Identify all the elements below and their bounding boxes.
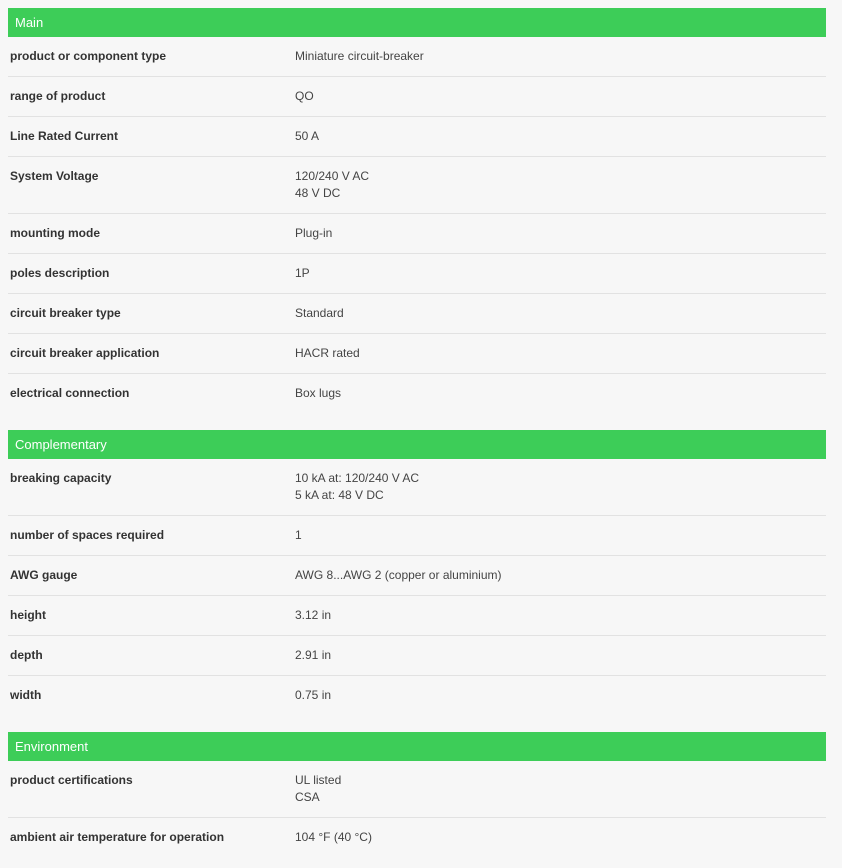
spec-value-line: Standard: [295, 306, 344, 320]
section-environment: [8, 732, 826, 858]
spec-label: poles description: [10, 266, 110, 280]
spec-value-line: 0.75 in: [295, 688, 332, 702]
spec-value-line: Plug-in: [295, 226, 333, 240]
spec-value: [295, 607, 331, 624]
spec-value: [295, 345, 360, 362]
spec-value-line: Box lugs: [295, 386, 342, 400]
spec-row: [8, 334, 826, 374]
spec-value-line: 48 V DC: [295, 186, 341, 200]
spec-value: [295, 265, 310, 282]
spec-label: number of spaces required: [10, 528, 165, 542]
spec-value: [295, 88, 314, 105]
spec-row: [8, 636, 826, 676]
spec-value-line: 1P: [295, 266, 310, 280]
section-header-main: Main: [8, 8, 826, 37]
spec-value: [295, 829, 372, 846]
spec-value-line: QO: [295, 89, 314, 103]
spec-value-line: AWG 8...AWG 2 (copper or aluminium): [295, 568, 502, 582]
spec-value: [295, 48, 424, 65]
spec-label: Line Rated Current: [10, 129, 119, 143]
spec-value-line: HACR rated: [295, 346, 360, 360]
spec-label: circuit breaker type: [10, 306, 121, 320]
section-header-environment: Environment: [8, 732, 826, 761]
spec-value: [295, 168, 369, 202]
spec-value: [295, 647, 331, 664]
spec-value-line: CSA: [295, 790, 320, 804]
spec-label: range of product: [10, 89, 106, 103]
section-header-complementary: Complementary: [8, 430, 826, 459]
spec-label: breaking capacity: [10, 471, 112, 485]
spec-value-line: 120/240 V AC: [295, 169, 370, 183]
spec-value: [295, 305, 344, 322]
spec-value: [295, 687, 331, 704]
spec-value: [295, 567, 502, 584]
spec-value-line: UL listed: [295, 773, 342, 787]
spec-row: [8, 117, 826, 157]
spec-row: [8, 556, 826, 596]
spec-row: [8, 374, 826, 414]
spec-label: mounting mode: [10, 226, 100, 240]
spec-label: electrical connection: [10, 386, 130, 400]
spec-row: [8, 516, 826, 556]
spec-row: [8, 157, 826, 214]
spec-row: [8, 459, 826, 516]
spec-row: [8, 254, 826, 294]
spec-value-line: 2.91 in: [295, 648, 332, 662]
spec-value-line: 1: [295, 528, 302, 542]
spec-label: product certifications: [10, 773, 133, 787]
spec-value-line: 50 A: [295, 129, 320, 143]
spec-value: [295, 470, 419, 504]
section-complementary: [8, 430, 826, 716]
spec-value-line: 5 kA at: 48 V DC: [295, 488, 384, 502]
spec-label: AWG gauge: [10, 568, 78, 582]
section-main: [8, 8, 826, 414]
spec-label: height: [10, 608, 46, 622]
spec-label: product or component type: [10, 49, 166, 63]
spec-value-line: 10 kA at: 120/240 V AC: [295, 471, 420, 485]
spec-value: [295, 527, 302, 544]
spec-label: ambient air temperature for operation: [10, 830, 225, 844]
spec-row: [8, 294, 826, 334]
spec-value: [295, 225, 332, 242]
spec-row: [8, 37, 826, 77]
spec-value-line: 3.12 in: [295, 608, 332, 622]
spec-row: [8, 77, 826, 117]
spec-row: [8, 676, 826, 716]
spec-label: circuit breaker application: [10, 346, 160, 360]
spec-row: [8, 596, 826, 636]
spec-label: depth: [10, 648, 43, 662]
spec-row: [8, 818, 826, 858]
spec-value-line: Miniature circuit-breaker: [295, 49, 424, 63]
spec-value: [295, 128, 319, 145]
spec-value-line: 104 °F (40 °C): [295, 830, 372, 844]
spec-value: [295, 385, 341, 402]
spec-row: [8, 214, 826, 254]
spec-value: [295, 772, 341, 806]
spec-label: System Voltage: [10, 169, 99, 183]
spec-label: width: [10, 688, 42, 702]
spec-row: [8, 761, 826, 818]
